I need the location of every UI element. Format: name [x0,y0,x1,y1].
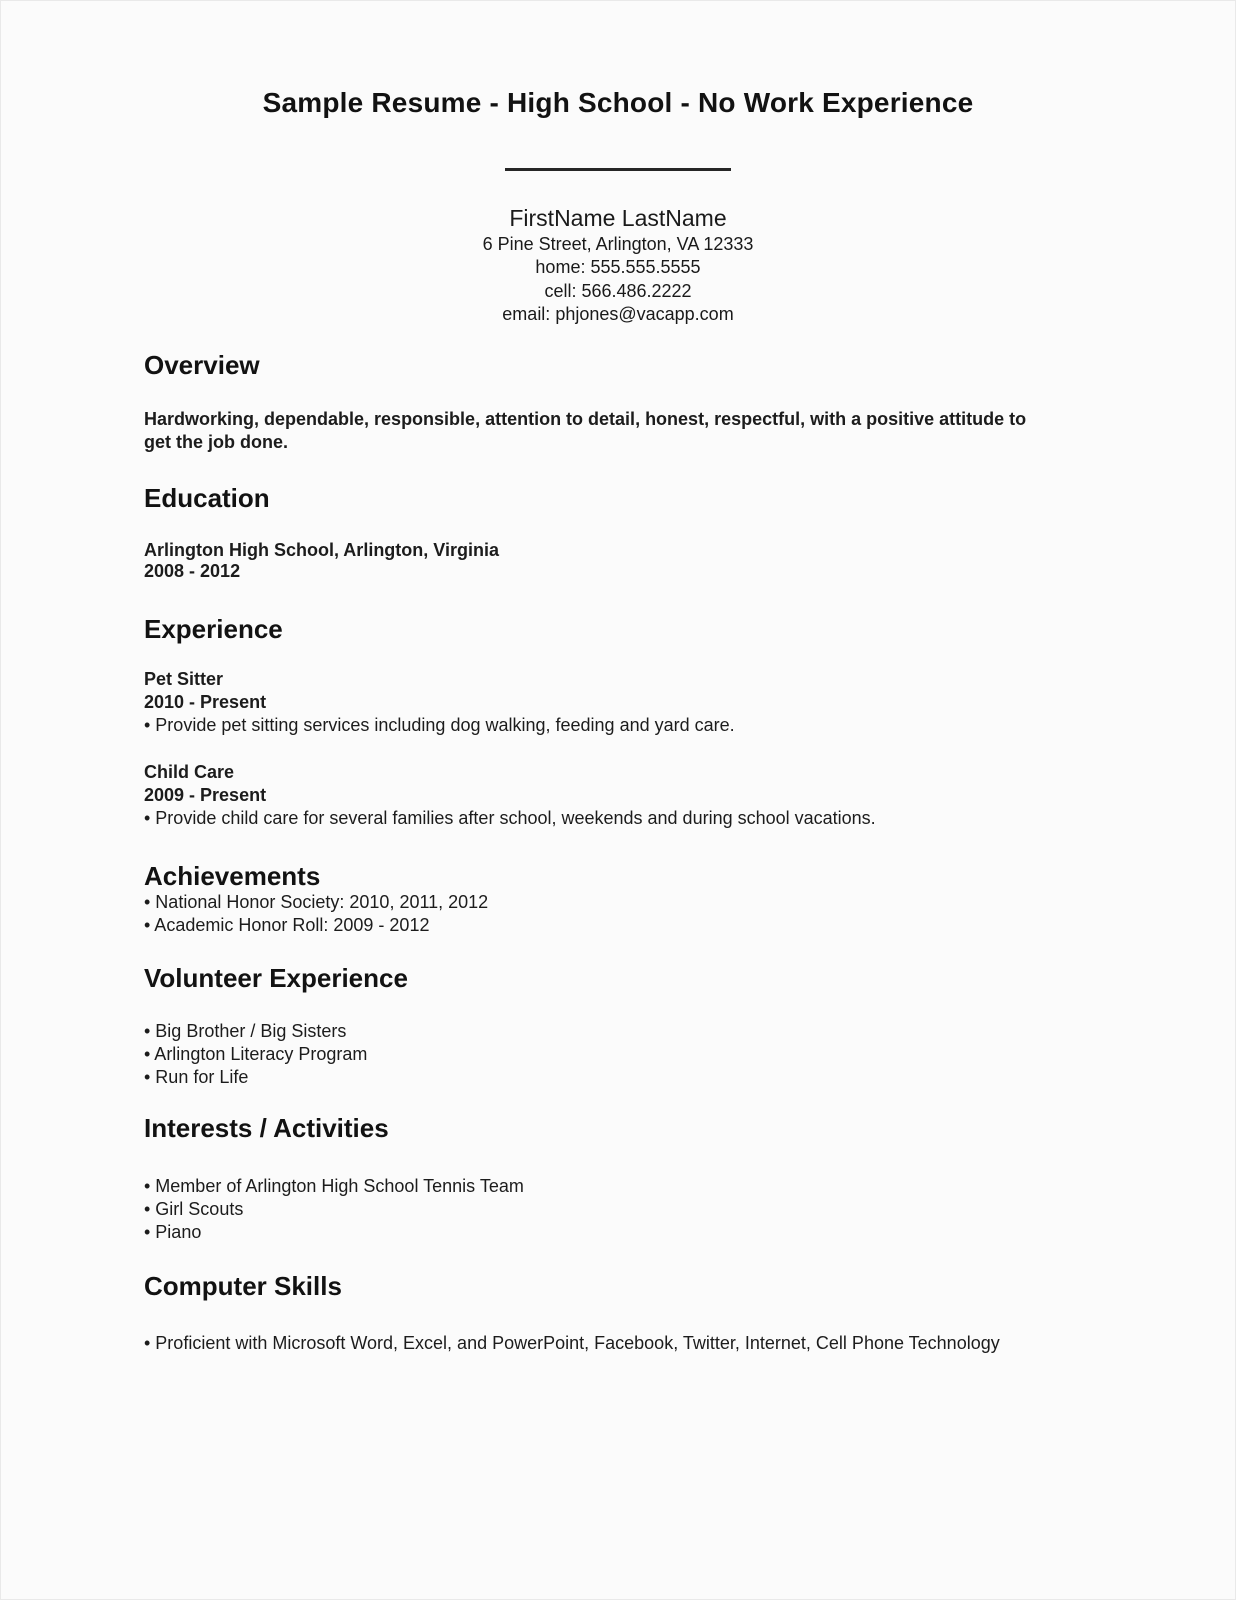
computer-skills-heading: Computer Skills [144,1271,342,1302]
computer-skills-item: • Proficient with Microsoft Word, Excel, and PowerPoint, Facebook, Twitter, Internet, Cell Phone Technology [144,1333,1000,1354]
job-title: Pet Sitter [144,669,224,690]
achievement-item: • National Honor Society: 2010, 2011, 2012 [144,892,489,913]
section-education [144,483,1044,582]
education-dates: 2008 - 2012 [144,561,241,582]
contact-block [1,203,1235,326]
section-interests-activities [144,1113,1044,1244]
section-volunteer-experience [144,963,1044,1089]
section-computer-skills [144,1271,1044,1354]
volunteer-item: • Arlington Literacy Program [144,1044,368,1065]
job-bullet: • Provide child care for several families after school, weekends and during school vacations. [144,808,876,829]
title-divider [505,168,731,171]
interest-item: • Girl Scouts [144,1199,244,1220]
job-title: Child Care [144,762,235,783]
experience-heading: Experience [144,614,283,645]
resume-body [144,350,1044,1354]
page-title: Sample Resume - High School - No Work Experience [262,87,974,118]
interest-item: • Piano [144,1222,202,1243]
interests-heading: Interests / Activities [144,1113,389,1144]
job-dates: 2009 - Present [144,785,267,806]
achievement-item: • Academic Honor Roll: 2009 - 2012 [144,915,430,936]
interest-item: • Member of Arlington High School Tennis Team [144,1176,524,1197]
contact-name: FirstName LastName [509,205,727,231]
job-entry-pet-sitter [144,668,1044,737]
contact-home-phone: home: 555.555.5555 [535,257,701,278]
volunteer-heading: Volunteer Experience [144,963,408,994]
achievements-heading: Achievements [144,861,321,892]
overview-heading: Overview [144,350,260,381]
contact-cell-phone: cell: 566.486.2222 [544,280,692,301]
section-achievements [144,861,1044,937]
section-experience [144,614,1044,830]
section-overview [144,350,1044,453]
job-dates: 2010 - Present [144,692,267,713]
contact-address: 6 Pine Street, Arlington, VA 12333 [482,234,754,254]
education-school: Arlington High School, Arlington, Virginia [144,540,499,561]
overview-summary: Hardworking, dependable, responsible, attention to detail, honest, respectful, with a positive attitude to get the job done. [144,409,1027,452]
job-entry-child-care [144,761,1044,830]
job-bullet: • Provide pet sitting services including dog walking, feeding and yard care. [144,715,735,736]
education-heading: Education [144,483,270,514]
contact-email: email: phjones@vacapp.com [502,303,734,324]
volunteer-item: • Run for Life [144,1067,249,1088]
volunteer-item: • Big Brother / Big Sisters [144,1021,347,1042]
